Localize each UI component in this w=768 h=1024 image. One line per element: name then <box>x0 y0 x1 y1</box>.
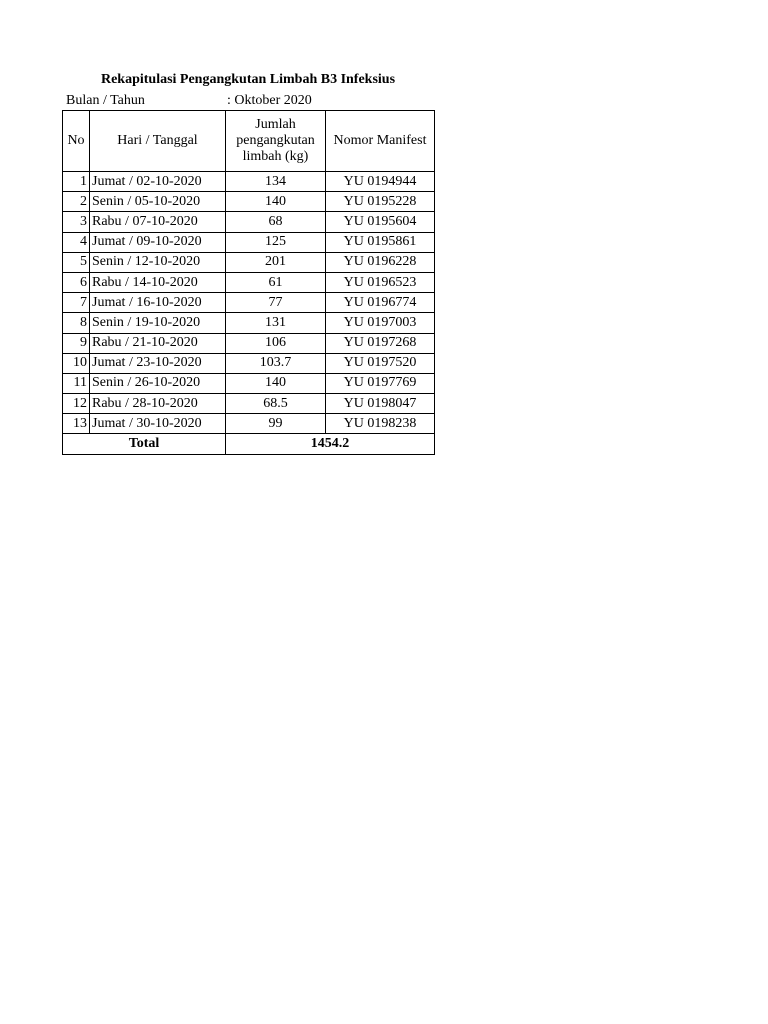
row-no: 12 <box>63 394 90 414</box>
header-manifest: Nomor Manifest <box>326 111 435 172</box>
row-date: Jumat / 02-10-2020 <box>90 172 226 192</box>
row-no: 11 <box>63 373 90 393</box>
row-no: 10 <box>63 353 90 373</box>
row-no: 13 <box>63 414 90 434</box>
table-row <box>63 172 435 192</box>
row-date: Senin / 05-10-2020 <box>90 192 226 212</box>
table-row <box>63 313 435 333</box>
row-manifest: YU 0196228 <box>326 252 435 272</box>
period-value: : Oktober 2020 <box>227 93 312 108</box>
row-manifest: YU 0195604 <box>326 212 435 232</box>
row-weight: 103.7 <box>226 353 326 373</box>
row-weight: 131 <box>226 313 326 333</box>
row-manifest: YU 0198238 <box>326 414 435 434</box>
header-row <box>63 111 435 172</box>
row-manifest: YU 0194944 <box>326 172 435 192</box>
row-no: 1 <box>63 172 90 192</box>
header-weight: Jumlah pengangkutan limbah (kg) <box>226 111 326 172</box>
row-weight: 134 <box>226 172 326 192</box>
total-value: 1454.2 <box>226 434 435 454</box>
table-row <box>63 333 435 353</box>
row-weight: 140 <box>226 192 326 212</box>
row-no: 6 <box>63 272 90 292</box>
row-weight: 140 <box>226 373 326 393</box>
row-date: Senin / 26-10-2020 <box>90 373 226 393</box>
row-no: 5 <box>63 252 90 272</box>
row-date: Senin / 12-10-2020 <box>90 252 226 272</box>
row-no: 3 <box>63 212 90 232</box>
period-label: Bulan / Tahun <box>66 93 145 108</box>
row-weight: 106 <box>226 333 326 353</box>
row-weight: 77 <box>226 293 326 313</box>
header-no: No <box>63 111 90 172</box>
row-manifest: YU 0197520 <box>326 353 435 373</box>
row-date: Rabu / 14-10-2020 <box>90 272 226 292</box>
row-manifest: YU 0197003 <box>326 313 435 333</box>
table-row <box>63 414 435 434</box>
header-date: Hari / Tanggal <box>90 111 226 172</box>
row-date: Jumat / 16-10-2020 <box>90 293 226 313</box>
row-weight: 68 <box>226 212 326 232</box>
row-weight: 99 <box>226 414 326 434</box>
row-no: 2 <box>63 192 90 212</box>
row-manifest: YU 0196523 <box>326 272 435 292</box>
table-row <box>63 272 435 292</box>
row-date: Jumat / 23-10-2020 <box>90 353 226 373</box>
table-row <box>63 232 435 252</box>
table-row <box>63 192 435 212</box>
row-manifest: YU 0198047 <box>326 394 435 414</box>
row-no: 8 <box>63 313 90 333</box>
table-row <box>63 252 435 272</box>
row-no: 7 <box>63 293 90 313</box>
row-manifest: YU 0195228 <box>326 192 435 212</box>
row-date: Senin / 19-10-2020 <box>90 313 226 333</box>
row-manifest: YU 0195861 <box>326 232 435 252</box>
table-row <box>63 353 435 373</box>
row-weight: 201 <box>226 252 326 272</box>
recap-table <box>62 110 435 455</box>
row-date: Rabu / 21-10-2020 <box>90 333 226 353</box>
total-label: Total <box>63 434 226 454</box>
table-row <box>63 373 435 393</box>
row-manifest: YU 0197268 <box>326 333 435 353</box>
row-no: 9 <box>63 333 90 353</box>
row-manifest: YU 0196774 <box>326 293 435 313</box>
total-row <box>63 434 435 454</box>
row-weight: 61 <box>226 272 326 292</box>
row-date: Rabu / 28-10-2020 <box>90 394 226 414</box>
table-row <box>63 293 435 313</box>
row-weight: 125 <box>226 232 326 252</box>
table-row <box>63 212 435 232</box>
row-date: Jumat / 09-10-2020 <box>90 232 226 252</box>
row-no: 4 <box>63 232 90 252</box>
row-date: Jumat / 30-10-2020 <box>90 414 226 434</box>
row-manifest: YU 0197769 <box>326 373 435 393</box>
row-date: Rabu / 07-10-2020 <box>90 212 226 232</box>
table-row <box>63 394 435 414</box>
document-title: Rekapitulasi Pengangkutan Limbah B3 Infeksius <box>100 72 396 87</box>
row-weight: 68.5 <box>226 394 326 414</box>
